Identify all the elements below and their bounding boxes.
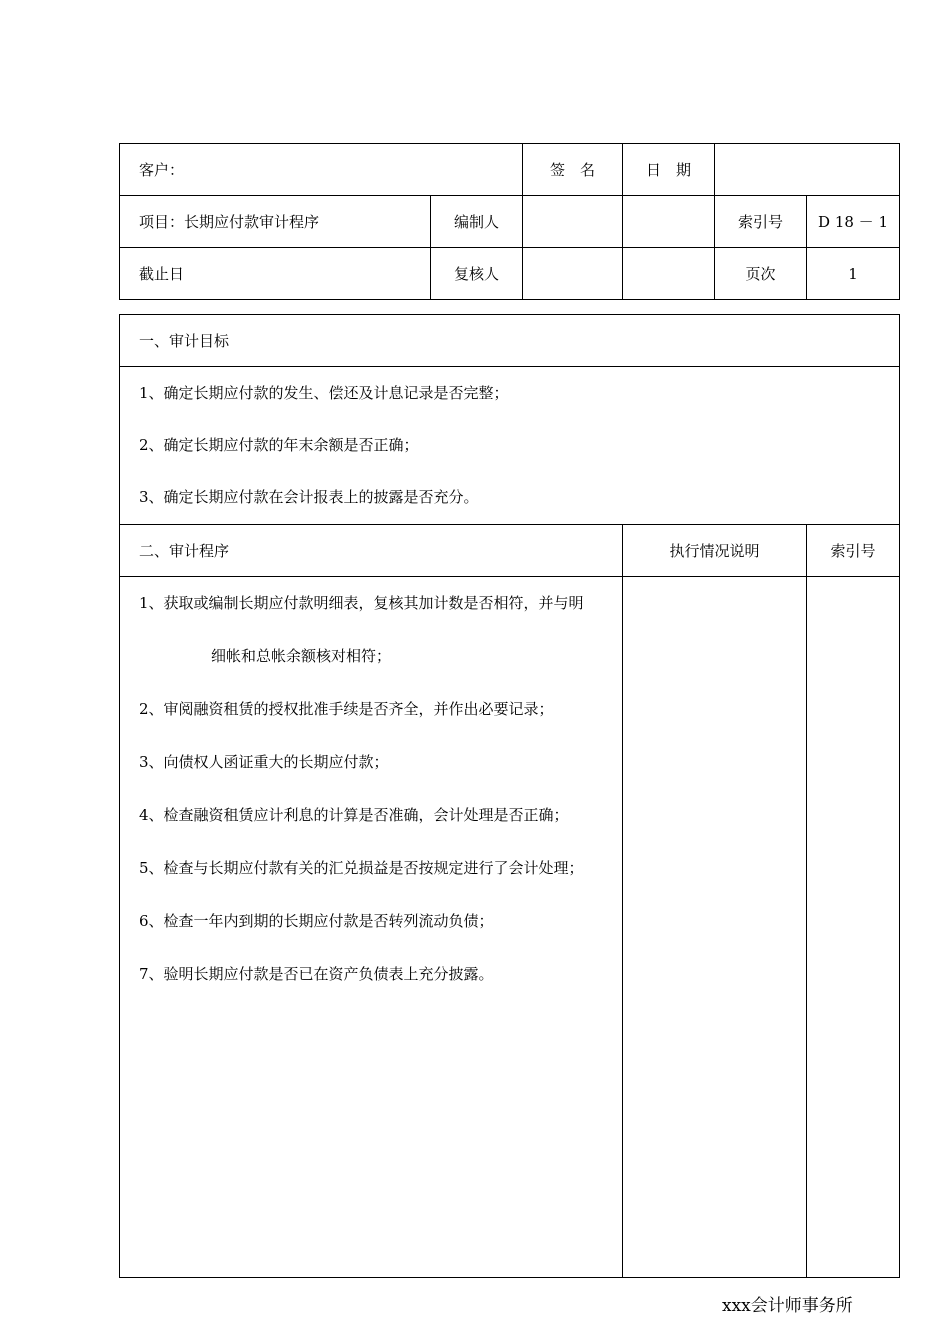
procedure-index-cell[interactable] [807, 577, 900, 1278]
index-label: 索引号 [715, 196, 807, 248]
client-label: 客户： [120, 144, 523, 196]
preparer-sign-cell[interactable] [523, 196, 623, 248]
procedure-item: 2、审阅融资租赁的授权批准手续是否齐全，并作出必要记录； [139, 700, 554, 718]
objectives-title: 一、审计目标 [120, 315, 900, 367]
exec-notes-cell[interactable] [623, 577, 807, 1278]
procedure-item: 1、获取或编制长期应付款明细表，复核其加计数是否相符，并与明 [139, 594, 584, 612]
procedure-index-header: 索引号 [807, 525, 900, 577]
exec-header: 执行情况说明 [623, 525, 807, 577]
page-label: 页次 [715, 248, 807, 300]
procedures-list [120, 577, 623, 1278]
reviewer-label: 复核人 [431, 248, 523, 300]
project-label: 项目：长期应付款审计程序 [120, 196, 431, 248]
body-table [119, 314, 900, 1278]
procedure-item: 7、验明长期应付款是否已在资产负债表上充分披露。 [139, 965, 494, 983]
procedure-item-continued: 细帐和总帐余额核对相符； [211, 647, 392, 665]
blank-cell [715, 144, 900, 196]
date-label: 日 期 [623, 144, 715, 196]
header-table [119, 143, 900, 300]
objectives-list [120, 367, 900, 525]
sign-label: 签 名 [523, 144, 623, 196]
objective-item: 1、确定长期应付款的发生、偿还及计息记录是否完整； [139, 384, 509, 402]
reviewer-date-cell[interactable] [623, 248, 715, 300]
reviewer-sign-cell[interactable] [523, 248, 623, 300]
procedure-item: 5、检查与长期应付款有关的汇兑损益是否按规定进行了会计处理； [139, 859, 584, 877]
preparer-label: 编制人 [431, 196, 523, 248]
page-value: 1 [807, 248, 900, 300]
procedures-title: 二、审计程序 [120, 525, 623, 577]
index-value: D 18 － 1 [807, 196, 900, 248]
cutoff-label: 截止日 [120, 248, 431, 300]
procedure-item: 3、向债权人函证重大的长期应付款； [139, 753, 389, 771]
objective-item: 3、确定长期应付款在会计报表上的披露是否充分。 [139, 488, 479, 506]
procedure-item: 6、检查一年内到期的长期应付款是否转列流动负债； [139, 912, 494, 930]
footer-firm-name: xxx会计师事务所 [722, 1296, 853, 1316]
preparer-date-cell[interactable] [623, 196, 715, 248]
procedure-item: 4、检查融资租赁应计利息的计算是否准确，会计处理是否正确； [139, 806, 569, 824]
objective-item: 2、确定长期应付款的年末余额是否正确； [139, 436, 419, 454]
